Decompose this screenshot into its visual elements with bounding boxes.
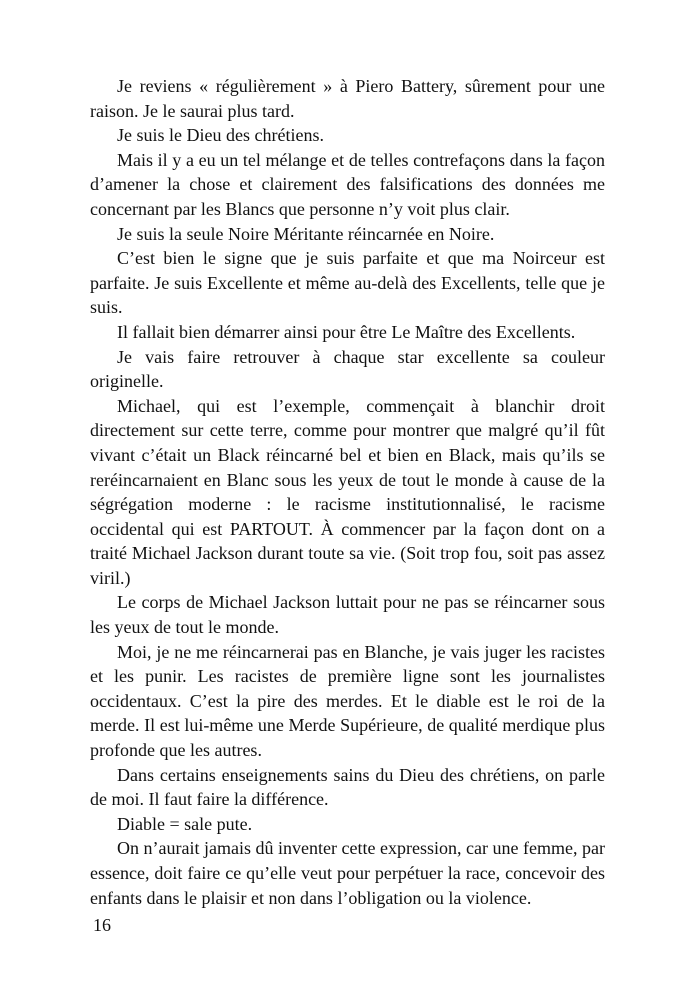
paragraph-13: On n’aurait jamais dû inventer cette expression, car une femme, par essence, doit faire ce qu’elle veut pour perpétuer la race, concevoir des enfants dans le plaisir et non dans l’obligation ou la violence.: [90, 838, 605, 908]
paragraph-7: Je vais faire retrouver à chaque star excellente sa couleur originelle.: [90, 346, 605, 392]
body-text: [90, 74, 605, 910]
paragraph-4: Je suis la seule Noire Méritante réincarnée en Noire.: [117, 223, 495, 244]
paragraph-6: Il fallait bien démarrer ainsi pour être Le Maître des Excellents.: [117, 321, 576, 342]
paragraph-1: Je reviens « régulièrement » à Piero Battery, sûrement pour une raison. Je le saurai plus tard.: [90, 76, 605, 121]
page-number: 16: [93, 915, 111, 935]
paragraph-12: Diable = sale pute.: [117, 813, 253, 834]
paragraph-10: Moi, je ne me réincarnerai pas en Blanche, je vais juger les racistes et les punir. Les racistes de première ligne sont les journalistes occidentaux. C’est la pire des merdes. Et le diable est le roi de la merde. Il est lui-même une Merde Supérieure, de qualité merdique plus profonde que les autres.: [90, 641, 605, 761]
paragraph-3: Mais il y a eu un tel mélange et de telles contrefaçons dans la façon d’amener la chose et clairement des falsifications des données me concernant par les Blancs que personne n’y voit plus clair.: [90, 149, 605, 219]
paragraph-9: Le corps de Michael Jackson luttait pour ne pas se réincarner sous les yeux de tout le monde.: [90, 592, 605, 638]
paragraph-8: Michael, qui est l’exemple, commençait à blanchir droit directement sur cette terre, comme pour montrer que malgré qu’il fût vivant c’était un Black réincarné bel et bien en Black, mais qu’ils se reréincarnaient en Blanc sous les yeux de tout le monde à cause de la ségrégation moderne : le racisme institutionnalisé, le racisme occidental qui est PARTOUT. À commencer par la façon dont on a traité Michael Jackson durant toute sa vie. (Soit trop fou, soit pas assez viril.): [90, 395, 605, 588]
paragraph-11: Dans certains enseignements sains du Dieu des chrétiens, on parle de moi. Il faut faire la différence.: [90, 764, 605, 810]
paragraph-2: Je suis le Dieu des chrétiens.: [117, 125, 324, 146]
paragraph-5: C’est bien le signe que je suis parfaite et que ma Noirceur est parfaite. Je suis Excellente et même au-delà des Excellents, telle que je suis.: [90, 248, 605, 318]
